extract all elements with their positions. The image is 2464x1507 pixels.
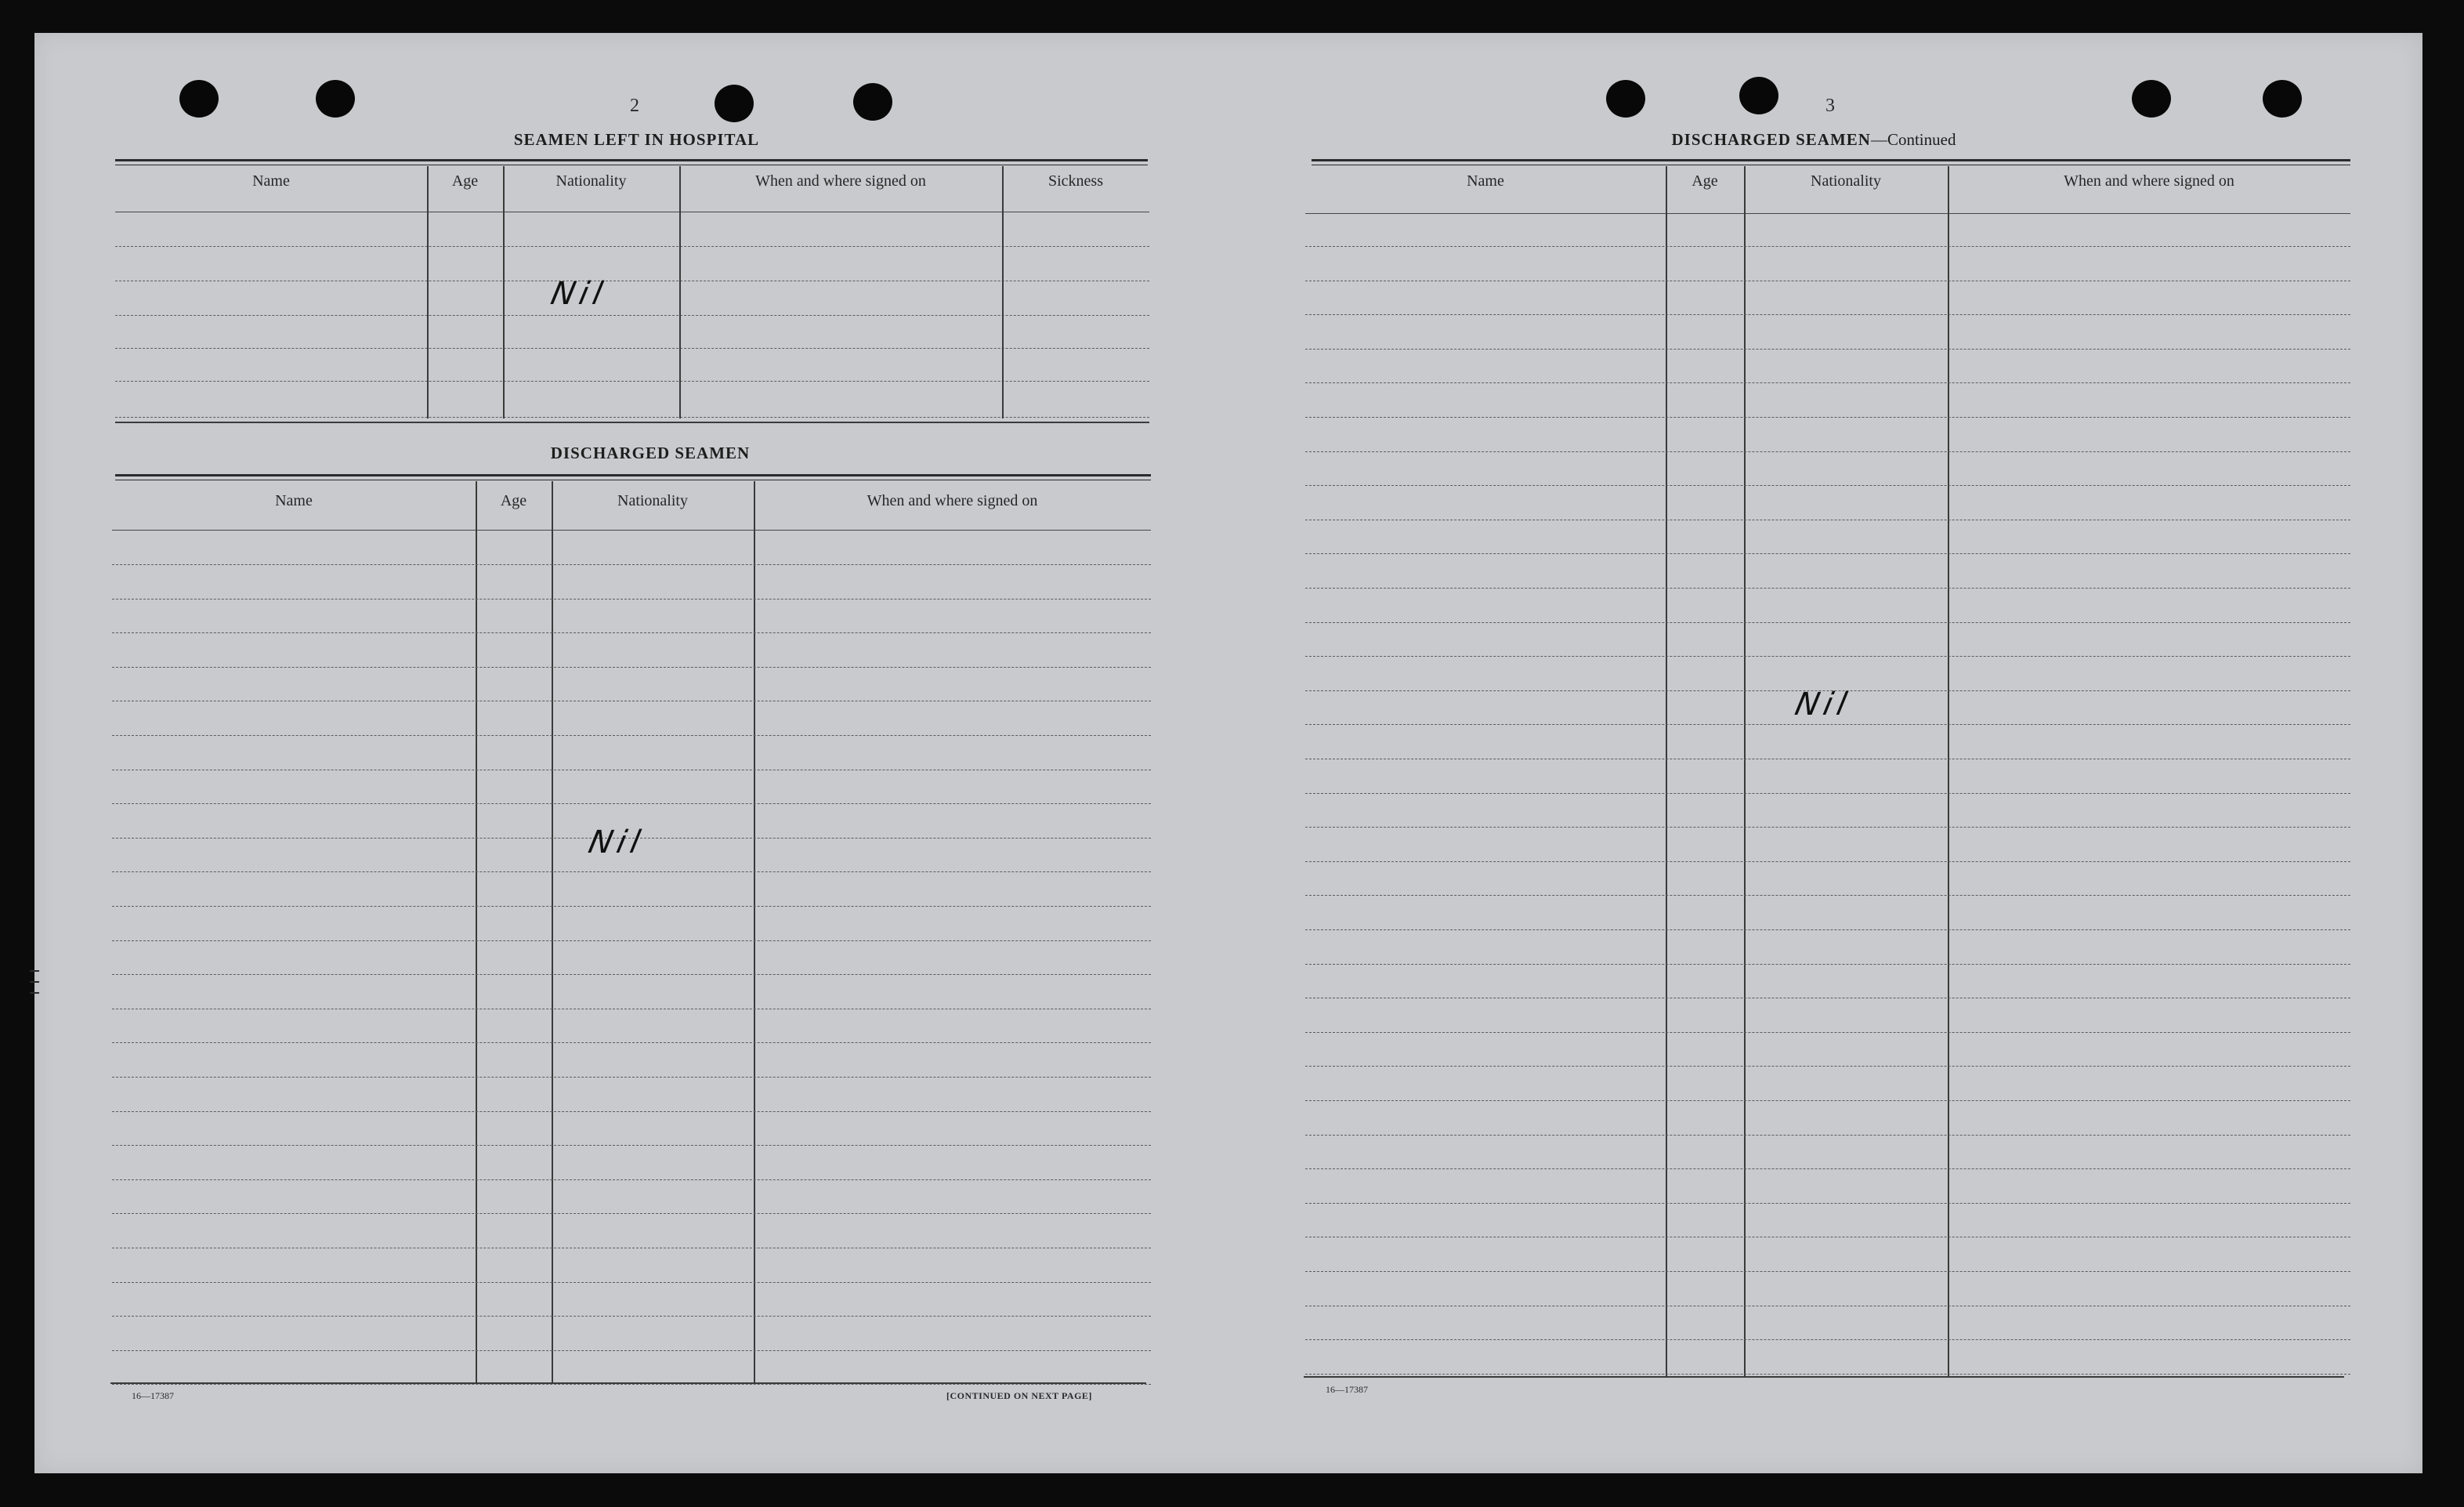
page-number: 3 [1825, 96, 1835, 116]
section-rule [115, 474, 1151, 480]
handwritten-nil: Nil [1792, 686, 1855, 723]
punch-hole [2132, 80, 2171, 118]
row-rule [115, 417, 1149, 418]
row-rule [1305, 246, 2350, 247]
row-rule [112, 1042, 1151, 1043]
row-rule [1305, 588, 2350, 589]
row-rule [112, 871, 1151, 872]
hospital-table [115, 166, 1149, 422]
column-divider [679, 166, 681, 418]
punch-hole [1739, 77, 1778, 114]
column-header-sickness: Sickness [1048, 172, 1103, 190]
row-rule [115, 381, 1149, 382]
row-rule [112, 906, 1151, 907]
row-rule [1305, 1374, 2350, 1375]
header-rule [112, 530, 1151, 531]
edge-mark [30, 970, 39, 972]
row-rule [112, 1179, 1151, 1180]
row-rule [1305, 553, 2350, 554]
row-rule [1305, 827, 2350, 828]
discharged-continued-title [1567, 130, 2061, 150]
row-rule [1305, 1168, 2350, 1169]
section-bottom-rule [115, 422, 1149, 423]
row-rule [112, 974, 1151, 975]
row-rule [1305, 724, 2350, 725]
column-header-nationality: Nationality [617, 492, 688, 509]
column-header-age: Age [451, 172, 479, 190]
row-rule [1305, 861, 2350, 862]
discharged-section-title: DISCHARGED SEAMEN [550, 444, 751, 462]
punch-hole [715, 85, 754, 122]
row-rule [112, 1282, 1151, 1283]
row-rule [1305, 451, 2350, 452]
punch-hole [853, 83, 892, 121]
row-rule [112, 1384, 1151, 1385]
row-rule [112, 1145, 1151, 1146]
row-rule [1305, 1339, 2350, 1340]
row-rule [1305, 964, 2350, 965]
row-rule [115, 315, 1149, 316]
row-rule [112, 735, 1151, 736]
column-header-age: Age [500, 492, 527, 509]
row-rule [1305, 656, 2350, 657]
section-rule [115, 159, 1148, 165]
continued-note: [CONTINUED ON NEXT PAGE] [946, 1390, 1092, 1401]
column-header-nationality: Nationality [1811, 172, 1881, 190]
row-rule [1305, 1203, 2350, 1204]
row-rule [1305, 929, 2350, 930]
punch-hole [179, 80, 219, 118]
row-rule [1305, 1066, 2350, 1067]
discharged-table [112, 481, 1151, 1382]
row-rule [1305, 793, 2350, 794]
discharged-table-continued [1305, 166, 2350, 1378]
row-rule [1305, 622, 2350, 623]
column-header-signed-on: When and where signed on [2064, 172, 2234, 190]
row-rule [1305, 349, 2350, 350]
form-number: 16—17387 [132, 1390, 174, 1401]
punch-hole [1606, 80, 1645, 118]
section-bottom-rule [110, 1382, 1146, 1384]
section-bottom-rule [1304, 1376, 2344, 1378]
row-rule [1305, 1271, 2350, 1272]
row-rule [1305, 382, 2350, 383]
row-rule [112, 1077, 1151, 1078]
row-rule [115, 348, 1149, 349]
column-header-name: Name [275, 492, 313, 509]
row-rule [112, 632, 1151, 633]
section-rule [1312, 159, 2350, 165]
edge-mark [30, 981, 39, 983]
column-header-name: Name [252, 172, 290, 190]
row-rule [1305, 485, 2350, 486]
page-number: 2 [630, 96, 639, 116]
punch-hole [2263, 80, 2302, 118]
column-header-name: Name [1467, 172, 1504, 190]
edge-mark [30, 992, 39, 994]
punch-hole [316, 80, 355, 118]
handwritten-nil: Nil [548, 276, 611, 312]
row-rule [1305, 895, 2350, 896]
column-divider [1002, 166, 1004, 418]
column-header-age: Age [1692, 172, 1718, 190]
row-rule [112, 940, 1151, 941]
row-rule [1305, 417, 2350, 418]
row-rule [112, 1350, 1151, 1351]
row-rule [1305, 1100, 2350, 1101]
handwritten-nil: Nil [585, 824, 649, 860]
row-rule [112, 803, 1151, 804]
hospital-section-title: SEAMEN LEFT IN HOSPITAL [513, 130, 760, 149]
row-rule [112, 564, 1151, 565]
column-header-signed-on: When and where signed on [867, 492, 1038, 509]
row-rule [112, 1111, 1151, 1112]
row-rule [112, 1316, 1151, 1317]
header-rule [1305, 213, 2350, 214]
column-divider [427, 166, 429, 418]
row-rule [112, 1213, 1151, 1214]
column-header-nationality: Nationality [555, 172, 627, 190]
form-number: 16—17387 [1326, 1384, 1368, 1395]
title-continued: —Continued [1870, 130, 1956, 149]
row-rule [1305, 1135, 2350, 1136]
row-rule [1305, 1032, 2350, 1033]
row-rule [1305, 314, 2350, 315]
row-rule [112, 599, 1151, 600]
row-rule [112, 667, 1151, 668]
row-rule [115, 246, 1149, 247]
column-header-signed-on: When and where signed on [755, 172, 926, 190]
title-main: DISCHARGED SEAMEN [1671, 130, 1871, 149]
column-divider [503, 166, 505, 418]
